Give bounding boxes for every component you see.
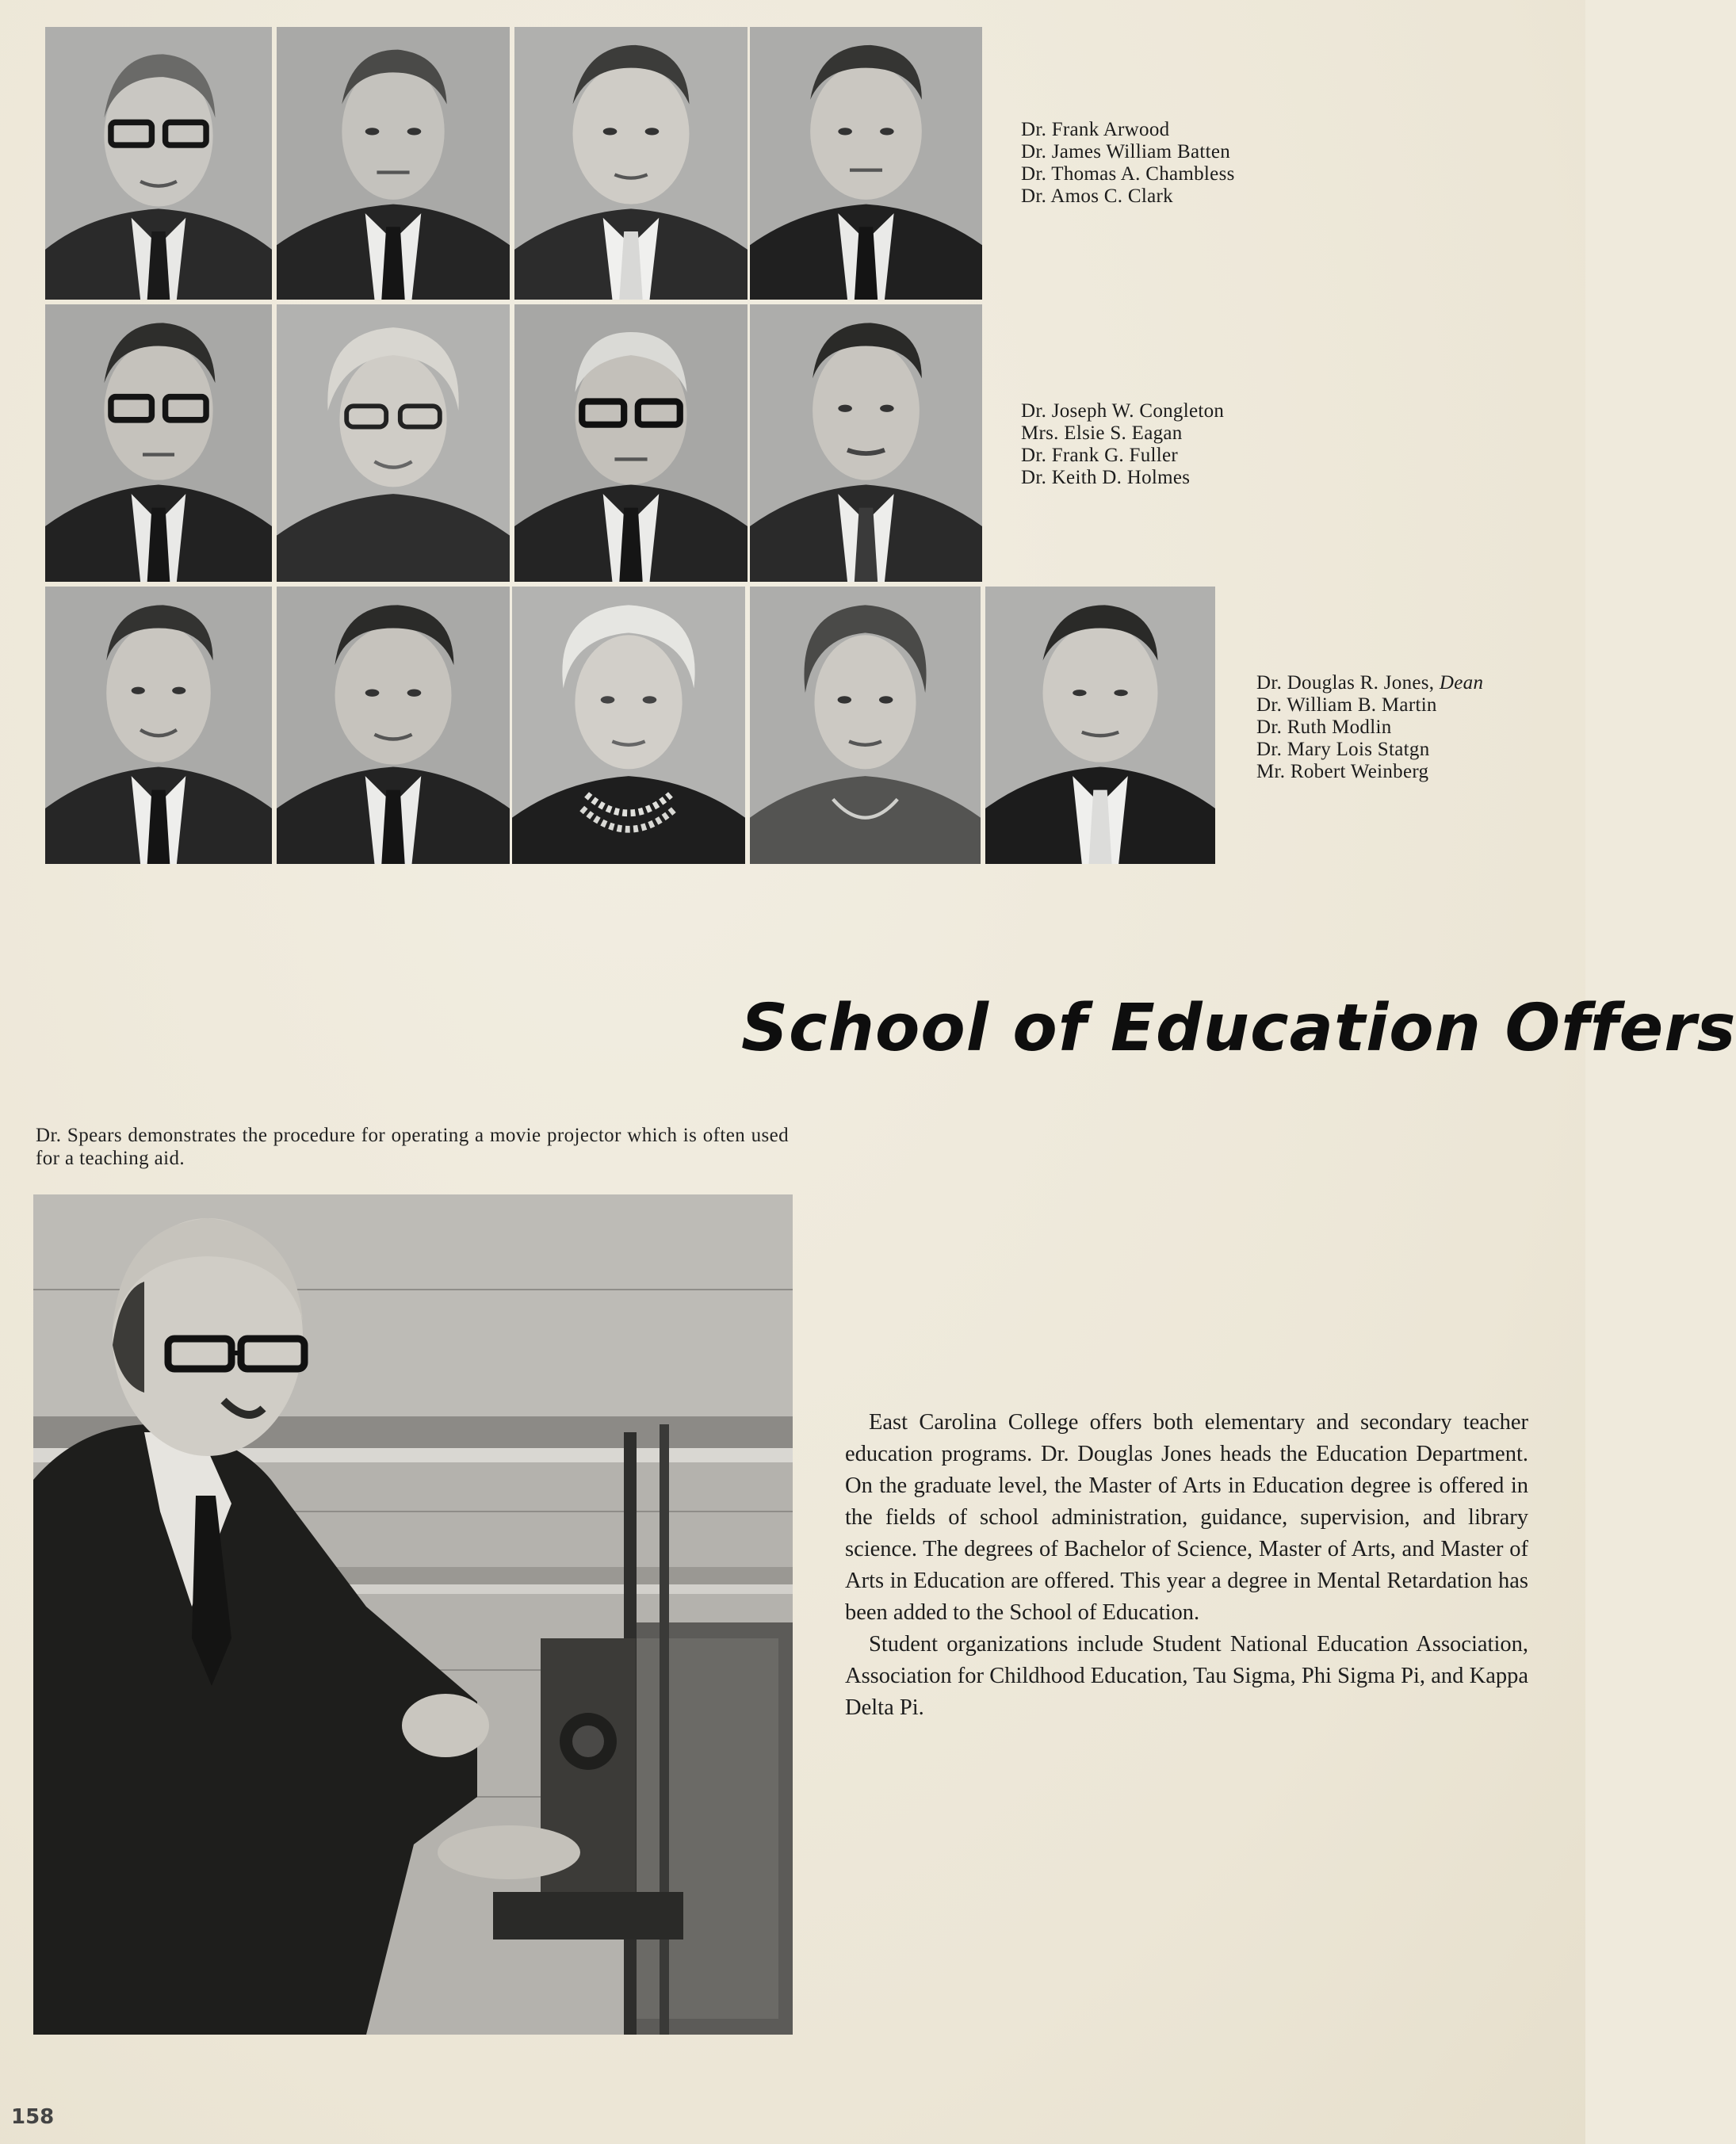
faculty-name: Dr. Mary Lois Statgn (1256, 739, 1430, 760)
portrait-james-william-batten (277, 27, 510, 300)
faculty-names-row-3 (1256, 672, 1483, 783)
portrait-frank-arwood (45, 27, 272, 300)
article-body (845, 1407, 1528, 1724)
page-number: 158 (11, 2105, 55, 2129)
faculty-name: Mrs. Elsie S. Eagan (1021, 422, 1183, 444)
faculty-name-dean (1256, 672, 1483, 694)
faculty-names-row-2 (1021, 400, 1224, 489)
portrait-joseph-congleton (45, 304, 272, 582)
faculty-name: Mr. Robert Weinberg (1256, 761, 1429, 782)
portrait-frank-fuller (514, 304, 748, 582)
faculty-name: Dr. William B. Martin (1256, 694, 1437, 716)
faculty-name: Dr. Frank Arwood (1021, 119, 1170, 140)
faculty-name: Dr. Douglas R. Jones, (1256, 672, 1435, 694)
portrait-amos-clark (750, 27, 982, 300)
dean-title: Dean (1439, 672, 1484, 694)
portrait-ruth-modlin (512, 587, 745, 864)
faculty-name: Dr. Joseph W. Congleton (1021, 400, 1225, 422)
faculty-name: Dr. Thomas A. Chambless (1021, 163, 1235, 185)
portrait-thomas-chambless (514, 27, 748, 300)
article-paragraph: East Carolina College offers both elementary and secondary teacher education programs. Dr. Douglas Jones heads the Education Department. On the graduate level, the Master of Arts in Education degree is offered in the fields of school administration, guidance, supervision, and library science. The degrees of Bachelor of Science, Master of Arts, and Master of Arts in Education are offered. This year a degree in Mental Retardation has been added to the School of Education. (845, 1410, 1528, 1625)
portrait-keith-holmes (750, 304, 982, 582)
faculty-names-row-1 (1021, 119, 1235, 208)
section-headline: School of Education Offers (741, 991, 1736, 1066)
portrait-mary-lois-statgn (750, 587, 981, 864)
portrait-william-martin (277, 587, 510, 864)
faculty-name: Dr. Amos C. Clark (1021, 185, 1173, 207)
faculty-name: Dr. James William Batten (1021, 141, 1231, 162)
photo-caption: Dr. Spears demonstrates the procedure for operating a movie projector which is often used for a teaching aid. (36, 1125, 789, 1169)
faculty-name: Dr. Ruth Modlin (1256, 717, 1392, 738)
portrait-robert-weinberg (985, 587, 1215, 864)
article-paragraph: Student organizations include Student National Education Association, Association for Childhood Education, Tau Sigma, Phi Sigma Pi, and Kappa Delta Pi. (845, 1632, 1528, 1720)
faculty-name: Dr. Frank G. Fuller (1021, 445, 1179, 466)
portrait-douglas-jones (45, 587, 272, 864)
portrait-elsie-eagan (277, 304, 510, 582)
projector-demo-photo (33, 1194, 793, 2035)
faculty-name: Dr. Keith D. Holmes (1021, 467, 1191, 488)
